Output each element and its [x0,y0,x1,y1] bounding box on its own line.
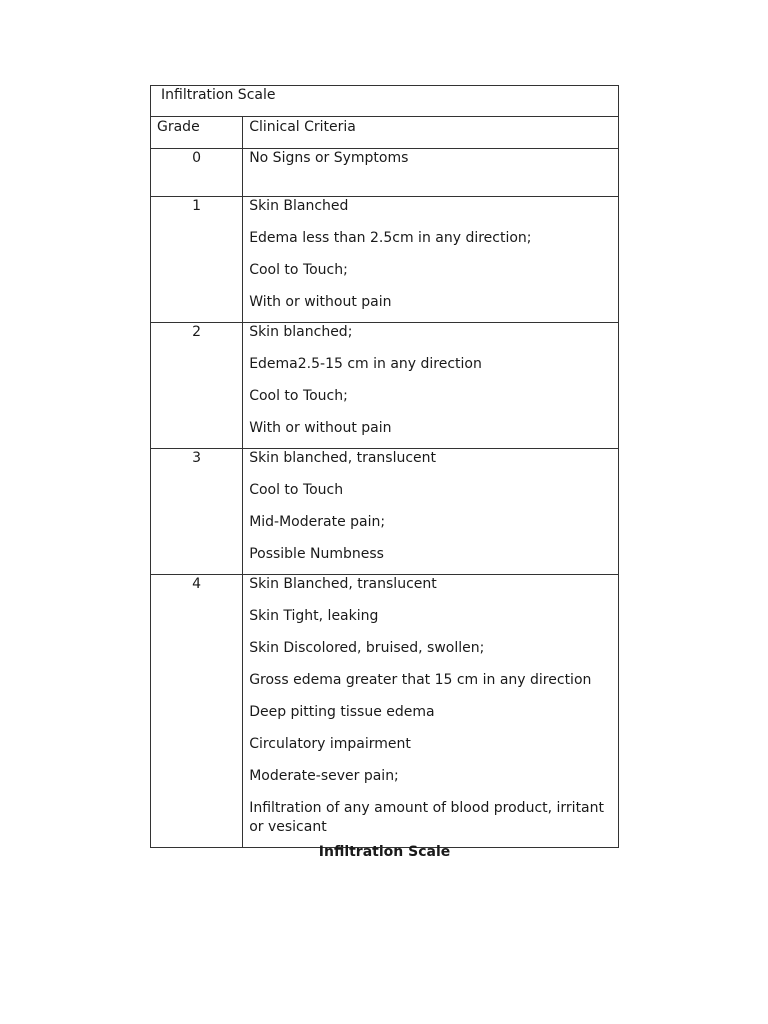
criteria-cell [243,449,619,575]
criteria-item: Skin blanched; [249,324,353,340]
criteria-item: Skin Blanched [249,198,349,214]
table-row-grade-0 [151,149,619,197]
criteria-cell [243,575,619,848]
table-row-grade-1 [151,197,619,323]
table-title-cell [151,86,619,117]
criteria-item: With or without pain [249,294,392,310]
criteria-item: Cool to Touch [249,482,344,498]
criteria-item: Skin Discolored, bruised, swollen; [249,640,485,656]
grade-header: Grade [151,117,243,149]
criteria-item: No Signs or Symptoms [249,150,409,166]
criteria-item: With or without pain [249,420,392,436]
grade-cell: 1 [151,197,243,323]
table-title-row [151,86,619,117]
criteria-item: Gross edema greater that 15 cm in any direction [249,672,592,688]
criteria-item: Edema2.5-15 cm in any direction [249,356,482,372]
criteria-item: Possible Numbness [249,546,384,562]
criteria-item: Edema less than 2.5cm in any direction; [249,230,532,246]
criteria-item: Skin Tight, leaking [249,608,379,624]
criteria-cell [243,149,619,197]
criteria-item: Infiltration of any amount of blood product, irritant or vesicant [249,800,604,835]
criteria-item: Deep pitting tissue edema [249,704,435,720]
figure-caption: Infiltration Scale [318,844,451,860]
grade-cell: 4 [151,575,243,848]
table-row-grade-3 [151,449,619,575]
criteria-item: Skin blanched, translucent [249,450,437,466]
grade-cell: 2 [151,323,243,449]
infiltration-scale-table [150,85,619,848]
criteria-item: Cool to Touch; [249,262,348,278]
table-row-grade-4 [151,575,619,848]
grade-cell: 3 [151,449,243,575]
criteria-item: Skin Blanched, translucent [249,576,437,592]
criteria-item: Cool to Touch; [249,388,348,404]
criteria-item: Circulatory impairment [249,736,411,752]
grade-cell: 0 [151,149,243,197]
criteria-item: Mid-Moderate pain; [249,514,386,530]
criteria-cell [243,323,619,449]
criteria-header: Clinical Criteria [243,117,619,149]
table-header-row [151,117,619,149]
criteria-item: Moderate-sever pain; [249,768,399,784]
table-row-grade-2 [151,323,619,449]
table-title: Infiltration Scale [161,87,276,103]
criteria-cell [243,197,619,323]
